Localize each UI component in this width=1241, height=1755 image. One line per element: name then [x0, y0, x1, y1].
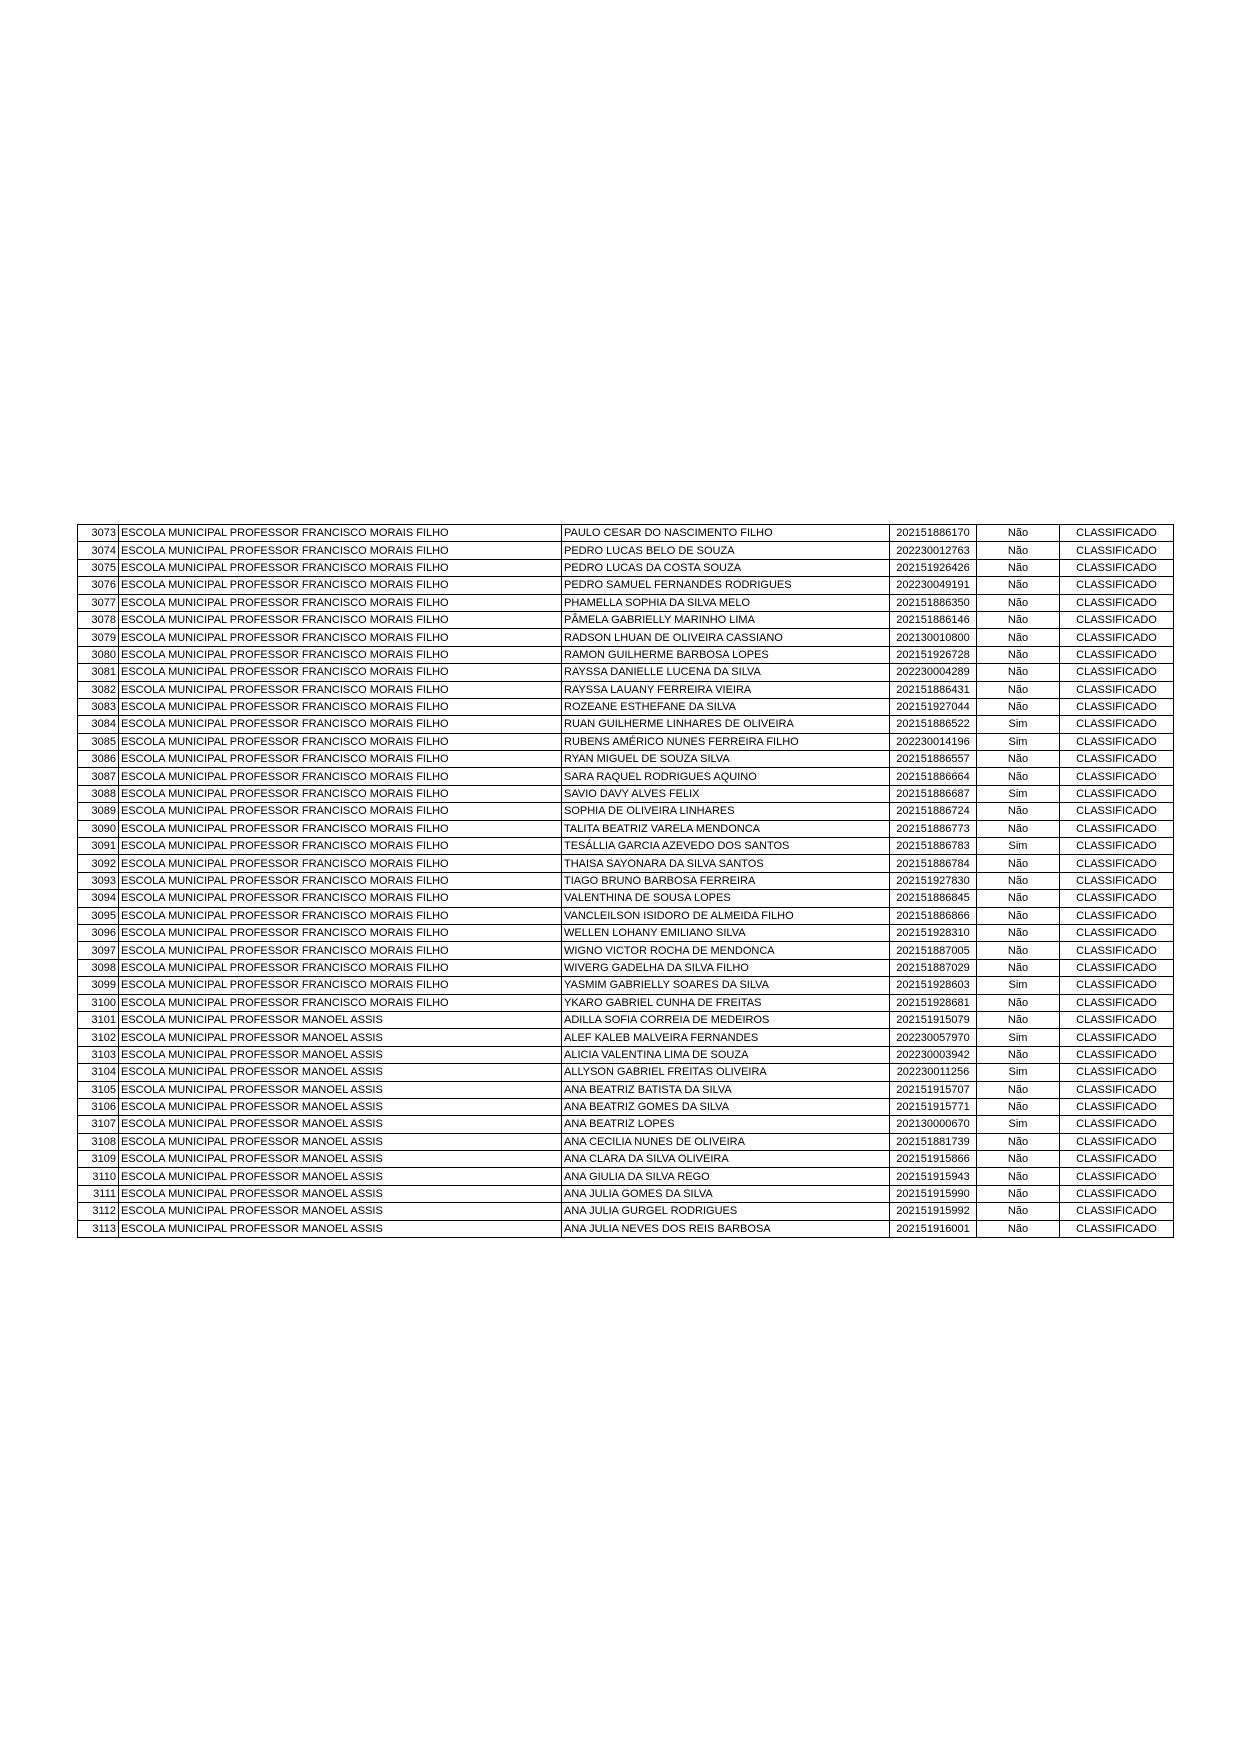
status-value: CLASSIFICADO [1060, 1046, 1174, 1063]
flag-value: Sim [977, 838, 1060, 855]
table-row [78, 907, 1174, 924]
student-name: ANA BEATRIZ GOMES DA SILVA [562, 1098, 890, 1115]
row-number: 3090 [78, 820, 119, 837]
school-name: ESCOLA MUNICIPAL PROFESSOR FRANCISCO MORAIS FILHO [119, 959, 562, 976]
student-name: ADILLA SOFIA CORREIA DE MEDEIROS [562, 1011, 890, 1028]
registration-code: 202151915943 [890, 1168, 977, 1185]
registration-code: 202151886664 [890, 768, 977, 785]
row-number: 3101 [78, 1011, 119, 1028]
status-value: CLASSIFICADO [1060, 942, 1174, 959]
row-number: 3112 [78, 1203, 119, 1220]
table-row [78, 559, 1174, 576]
status-value: CLASSIFICADO [1060, 733, 1174, 750]
student-name: ALICIA VALENTINA LIMA DE SOUZA [562, 1046, 890, 1063]
student-name: RAYSSA DANIELLE LUCENA DA SILVA [562, 664, 890, 681]
school-name: ESCOLA MUNICIPAL PROFESSOR MANOEL ASSIS [119, 1185, 562, 1202]
table-row [78, 646, 1174, 663]
student-name: ANA CECILIA NUNES DE OLIVEIRA [562, 1133, 890, 1150]
status-value: CLASSIFICADO [1060, 542, 1174, 559]
row-number: 3091 [78, 838, 119, 855]
school-name: ESCOLA MUNICIPAL PROFESSOR FRANCISCO MORAIS FILHO [119, 716, 562, 733]
row-number: 3081 [78, 664, 119, 681]
school-name: ESCOLA MUNICIPAL PROFESSOR FRANCISCO MORAIS FILHO [119, 751, 562, 768]
registration-code: 202151886557 [890, 751, 977, 768]
status-value: CLASSIFICADO [1060, 890, 1174, 907]
roster-table [77, 524, 1174, 1238]
student-name: SOPHIA DE OLIVEIRA LINHARES [562, 803, 890, 820]
row-number: 3088 [78, 785, 119, 802]
table-row [78, 1029, 1174, 1046]
flag-value: Não [977, 1168, 1060, 1185]
school-name: ESCOLA MUNICIPAL PROFESSOR FRANCISCO MORAIS FILHO [119, 872, 562, 889]
flag-value: Não [977, 577, 1060, 594]
registration-code: 202151886170 [890, 525, 977, 542]
flag-value: Não [977, 872, 1060, 889]
student-name: ALEF KALEB MALVEIRA FERNANDES [562, 1029, 890, 1046]
status-value: CLASSIFICADO [1060, 1064, 1174, 1081]
registration-code: 202151886350 [890, 594, 977, 611]
flag-value: Não [977, 1081, 1060, 1098]
status-value: CLASSIFICADO [1060, 1185, 1174, 1202]
table-row [78, 855, 1174, 872]
registration-code: 202151926728 [890, 646, 977, 663]
status-value: CLASSIFICADO [1060, 681, 1174, 698]
table-row [78, 594, 1174, 611]
school-name: ESCOLA MUNICIPAL PROFESSOR MANOEL ASSIS [119, 1151, 562, 1168]
status-value: CLASSIFICADO [1060, 594, 1174, 611]
row-number: 3110 [78, 1168, 119, 1185]
school-name: ESCOLA MUNICIPAL PROFESSOR MANOEL ASSIS [119, 1011, 562, 1028]
student-name: WIVERG GADELHA DA SILVA FILHO [562, 959, 890, 976]
registration-code: 202151886724 [890, 803, 977, 820]
flag-value: Sim [977, 733, 1060, 750]
student-name: PEDRO LUCAS BELO DE SOUZA [562, 542, 890, 559]
status-value: CLASSIFICADO [1060, 994, 1174, 1011]
registration-code: 202151928603 [890, 977, 977, 994]
table-row [78, 525, 1174, 542]
status-value: CLASSIFICADO [1060, 716, 1174, 733]
registration-code: 202151886845 [890, 890, 977, 907]
status-value: CLASSIFICADO [1060, 611, 1174, 628]
row-number: 3079 [78, 629, 119, 646]
school-name: ESCOLA MUNICIPAL PROFESSOR FRANCISCO MORAIS FILHO [119, 611, 562, 628]
row-number: 3103 [78, 1046, 119, 1063]
school-name: ESCOLA MUNICIPAL PROFESSOR FRANCISCO MORAIS FILHO [119, 664, 562, 681]
table-row [78, 1098, 1174, 1115]
status-value: CLASSIFICADO [1060, 646, 1174, 663]
table-row [78, 629, 1174, 646]
flag-value: Não [977, 942, 1060, 959]
row-number: 3097 [78, 942, 119, 959]
registration-code: 202151915990 [890, 1185, 977, 1202]
registration-code: 202151915707 [890, 1081, 977, 1098]
table-row [78, 577, 1174, 594]
row-number: 3111 [78, 1185, 119, 1202]
table-row [78, 942, 1174, 959]
flag-value: Não [977, 855, 1060, 872]
table-row [78, 1064, 1174, 1081]
row-number: 3077 [78, 594, 119, 611]
flag-value: Sim [977, 785, 1060, 802]
row-number: 3078 [78, 611, 119, 628]
school-name: ESCOLA MUNICIPAL PROFESSOR FRANCISCO MORAIS FILHO [119, 525, 562, 542]
flag-value: Não [977, 1185, 1060, 1202]
flag-value: Não [977, 751, 1060, 768]
school-name: ESCOLA MUNICIPAL PROFESSOR MANOEL ASSIS [119, 1220, 562, 1237]
flag-value: Não [977, 1011, 1060, 1028]
school-name: ESCOLA MUNICIPAL PROFESSOR FRANCISCO MORAIS FILHO [119, 733, 562, 750]
table-row [78, 820, 1174, 837]
status-value: CLASSIFICADO [1060, 1029, 1174, 1046]
table-row [78, 803, 1174, 820]
row-number: 3089 [78, 803, 119, 820]
row-number: 3086 [78, 751, 119, 768]
flag-value: Não [977, 1203, 1060, 1220]
registration-code: 202151915992 [890, 1203, 977, 1220]
school-name: ESCOLA MUNICIPAL PROFESSOR FRANCISCO MORAIS FILHO [119, 942, 562, 959]
student-name: VANCLEILSON ISIDORO DE ALMEIDA FILHO [562, 907, 890, 924]
school-name: ESCOLA MUNICIPAL PROFESSOR MANOEL ASSIS [119, 1168, 562, 1185]
status-value: CLASSIFICADO [1060, 803, 1174, 820]
student-name: THAISA SAYONARA DA SILVA SANTOS [562, 855, 890, 872]
registration-code: 202151886866 [890, 907, 977, 924]
school-name: ESCOLA MUNICIPAL PROFESSOR FRANCISCO MORAIS FILHO [119, 681, 562, 698]
flag-value: Sim [977, 977, 1060, 994]
status-value: CLASSIFICADO [1060, 525, 1174, 542]
school-name: ESCOLA MUNICIPAL PROFESSOR FRANCISCO MORAIS FILHO [119, 542, 562, 559]
status-value: CLASSIFICADO [1060, 1151, 1174, 1168]
school-name: ESCOLA MUNICIPAL PROFESSOR MANOEL ASSIS [119, 1064, 562, 1081]
registration-code: 202230003942 [890, 1046, 977, 1063]
row-number: 3085 [78, 733, 119, 750]
table-row [78, 785, 1174, 802]
school-name: ESCOLA MUNICIPAL PROFESSOR FRANCISCO MORAIS FILHO [119, 977, 562, 994]
student-name: ANA GIULIA DA SILVA REGO [562, 1168, 890, 1185]
flag-value: Sim [977, 1116, 1060, 1133]
flag-value: Não [977, 994, 1060, 1011]
status-value: CLASSIFICADO [1060, 977, 1174, 994]
school-name: ESCOLA MUNICIPAL PROFESSOR FRANCISCO MORAIS FILHO [119, 890, 562, 907]
flag-value: Não [977, 1133, 1060, 1150]
flag-value: Sim [977, 1029, 1060, 1046]
table-row [78, 959, 1174, 976]
student-name: ANA CLARA DA SILVA OLIVEIRA [562, 1151, 890, 1168]
registration-code: 202151886687 [890, 785, 977, 802]
flag-value: Não [977, 594, 1060, 611]
row-number: 3102 [78, 1029, 119, 1046]
flag-value: Não [977, 681, 1060, 698]
student-name: ANA JULIA GURGEL RODRIGUES [562, 1203, 890, 1220]
row-number: 3087 [78, 768, 119, 785]
student-name: RAYSSA LAUANY FERREIRA VIEIRA [562, 681, 890, 698]
row-number: 3093 [78, 872, 119, 889]
roster-body [78, 525, 1174, 1238]
flag-value: Não [977, 525, 1060, 542]
flag-value: Não [977, 1220, 1060, 1237]
table-row [78, 890, 1174, 907]
student-name: ALLYSON GABRIEL FREITAS OLIVEIRA [562, 1064, 890, 1081]
registration-code: 202230012763 [890, 542, 977, 559]
row-number: 3106 [78, 1098, 119, 1115]
table-row [78, 751, 1174, 768]
row-number: 3100 [78, 994, 119, 1011]
school-name: ESCOLA MUNICIPAL PROFESSOR FRANCISCO MORAIS FILHO [119, 785, 562, 802]
status-value: CLASSIFICADO [1060, 1011, 1174, 1028]
registration-code: 202151886522 [890, 716, 977, 733]
row-number: 3092 [78, 855, 119, 872]
table-row [78, 768, 1174, 785]
student-name: PEDRO SAMUEL FERNANDES RODRIGUES [562, 577, 890, 594]
student-name: PEDRO LUCAS DA COSTA SOUZA [562, 559, 890, 576]
status-value: CLASSIFICADO [1060, 959, 1174, 976]
school-name: ESCOLA MUNICIPAL PROFESSOR MANOEL ASSIS [119, 1203, 562, 1220]
row-number: 3076 [78, 577, 119, 594]
school-name: ESCOLA MUNICIPAL PROFESSOR FRANCISCO MORAIS FILHO [119, 577, 562, 594]
table-row [78, 664, 1174, 681]
student-name: VALENTHINA DE SOUSA LOPES [562, 890, 890, 907]
flag-value: Não [977, 1046, 1060, 1063]
registration-code: 202151927830 [890, 872, 977, 889]
status-value: CLASSIFICADO [1060, 820, 1174, 837]
registration-code: 202151915866 [890, 1151, 977, 1168]
table-row [78, 698, 1174, 715]
row-number: 3083 [78, 698, 119, 715]
school-name: ESCOLA MUNICIPAL PROFESSOR FRANCISCO MORAIS FILHO [119, 907, 562, 924]
registration-code: 202151886784 [890, 855, 977, 872]
status-value: CLASSIFICADO [1060, 924, 1174, 941]
registration-code: 202151928681 [890, 994, 977, 1011]
student-name: RYAN MIGUEL DE SOUZA SILVA [562, 751, 890, 768]
table-row [78, 716, 1174, 733]
table-row [78, 994, 1174, 1011]
table-row [78, 1185, 1174, 1202]
student-name: TESÁLLIA GARCIA AZEVEDO DOS SANTOS [562, 838, 890, 855]
row-number: 3075 [78, 559, 119, 576]
student-name: TALITA BEATRIZ VARELA MENDONCA [562, 820, 890, 837]
registration-code: 202151886146 [890, 611, 977, 628]
status-value: CLASSIFICADO [1060, 1220, 1174, 1237]
student-name: WIGNO VICTOR ROCHA DE MENDONCA [562, 942, 890, 959]
registration-code: 202151915079 [890, 1011, 977, 1028]
student-name: WELLEN LOHANY EMILIANO SILVA [562, 924, 890, 941]
row-number: 3099 [78, 977, 119, 994]
row-number: 3113 [78, 1220, 119, 1237]
status-value: CLASSIFICADO [1060, 838, 1174, 855]
row-number: 3109 [78, 1151, 119, 1168]
table-row [78, 681, 1174, 698]
student-name: ANA BEATRIZ LOPES [562, 1116, 890, 1133]
table-row [78, 1203, 1174, 1220]
registration-code: 202151886431 [890, 681, 977, 698]
school-name: ESCOLA MUNICIPAL PROFESSOR FRANCISCO MORAIS FILHO [119, 629, 562, 646]
student-name: SAVIO DAVY ALVES FELIX [562, 785, 890, 802]
status-value: CLASSIFICADO [1060, 1133, 1174, 1150]
flag-value: Não [977, 907, 1060, 924]
row-number: 3095 [78, 907, 119, 924]
row-number: 3094 [78, 890, 119, 907]
school-name: ESCOLA MUNICIPAL PROFESSOR FRANCISCO MORAIS FILHO [119, 820, 562, 837]
student-name: RUAN GUILHERME LINHARES DE OLIVEIRA [562, 716, 890, 733]
flag-value: Não [977, 646, 1060, 663]
student-name: RUBENS AMÉRICO NUNES FERREIRA FILHO [562, 733, 890, 750]
row-number: 3108 [78, 1133, 119, 1150]
student-name: ROZEANE ESTHEFANE DA SILVA [562, 698, 890, 715]
row-number: 3107 [78, 1116, 119, 1133]
school-name: ESCOLA MUNICIPAL PROFESSOR MANOEL ASSIS [119, 1046, 562, 1063]
table-row [78, 733, 1174, 750]
table-row [78, 1116, 1174, 1133]
student-name: RAMON GUILHERME BARBOSA LOPES [562, 646, 890, 663]
flag-value: Não [977, 803, 1060, 820]
student-name: TIAGO BRUNO BARBOSA FERREIRA [562, 872, 890, 889]
flag-value: Não [977, 559, 1060, 576]
status-value: CLASSIFICADO [1060, 1168, 1174, 1185]
status-value: CLASSIFICADO [1060, 629, 1174, 646]
row-number: 3080 [78, 646, 119, 663]
table-row [78, 542, 1174, 559]
registration-code: 202230014196 [890, 733, 977, 750]
student-name: ANA JULIA GOMES DA SILVA [562, 1185, 890, 1202]
flag-value: Não [977, 1151, 1060, 1168]
table-row [78, 611, 1174, 628]
school-name: ESCOLA MUNICIPAL PROFESSOR MANOEL ASSIS [119, 1029, 562, 1046]
status-value: CLASSIFICADO [1060, 768, 1174, 785]
row-number: 3096 [78, 924, 119, 941]
school-name: ESCOLA MUNICIPAL PROFESSOR FRANCISCO MORAIS FILHO [119, 994, 562, 1011]
school-name: ESCOLA MUNICIPAL PROFESSOR MANOEL ASSIS [119, 1098, 562, 1115]
school-name: ESCOLA MUNICIPAL PROFESSOR FRANCISCO MORAIS FILHO [119, 768, 562, 785]
registration-code: 202151927044 [890, 698, 977, 715]
registration-code: 202130000670 [890, 1116, 977, 1133]
student-name: ANA BEATRIZ BATISTA DA SILVA [562, 1081, 890, 1098]
table-row [78, 1046, 1174, 1063]
school-name: ESCOLA MUNICIPAL PROFESSOR MANOEL ASSIS [119, 1133, 562, 1150]
student-name: PÂMELA GABRIELLY MARINHO LIMA [562, 611, 890, 628]
flag-value: Não [977, 611, 1060, 628]
row-number: 3098 [78, 959, 119, 976]
flag-value: Não [977, 768, 1060, 785]
status-value: CLASSIFICADO [1060, 1203, 1174, 1220]
status-value: CLASSIFICADO [1060, 559, 1174, 576]
status-value: CLASSIFICADO [1060, 751, 1174, 768]
registration-code: 202151881739 [890, 1133, 977, 1150]
school-name: ESCOLA MUNICIPAL PROFESSOR FRANCISCO MORAIS FILHO [119, 855, 562, 872]
status-value: CLASSIFICADO [1060, 664, 1174, 681]
school-name: ESCOLA MUNICIPAL PROFESSOR FRANCISCO MORAIS FILHO [119, 924, 562, 941]
student-name: PHAMELLA SOPHIA DA SILVA MELO [562, 594, 890, 611]
student-name: PAULO CESAR DO NASCIMENTO FILHO [562, 525, 890, 542]
flag-value: Não [977, 1098, 1060, 1115]
registration-code: 202230057970 [890, 1029, 977, 1046]
registration-code: 202230004289 [890, 664, 977, 681]
status-value: CLASSIFICADO [1060, 855, 1174, 872]
registration-code: 202151928310 [890, 924, 977, 941]
school-name: ESCOLA MUNICIPAL PROFESSOR FRANCISCO MORAIS FILHO [119, 559, 562, 576]
registration-code: 202151887005 [890, 942, 977, 959]
status-value: CLASSIFICADO [1060, 1116, 1174, 1133]
row-number: 3082 [78, 681, 119, 698]
flag-value: Não [977, 820, 1060, 837]
table-row [78, 1220, 1174, 1237]
status-value: CLASSIFICADO [1060, 872, 1174, 889]
flag-value: Sim [977, 716, 1060, 733]
flag-value: Não [977, 664, 1060, 681]
school-name: ESCOLA MUNICIPAL PROFESSOR FRANCISCO MORAIS FILHO [119, 698, 562, 715]
school-name: ESCOLA MUNICIPAL PROFESSOR FRANCISCO MORAIS FILHO [119, 838, 562, 855]
student-name: YASMIM GABRIELLY SOARES DA SILVA [562, 977, 890, 994]
table-row [78, 1151, 1174, 1168]
flag-value: Não [977, 698, 1060, 715]
registration-code: 202230011256 [890, 1064, 977, 1081]
registration-code: 202151915771 [890, 1098, 977, 1115]
school-name: ESCOLA MUNICIPAL PROFESSOR MANOEL ASSIS [119, 1116, 562, 1133]
status-value: CLASSIFICADO [1060, 785, 1174, 802]
table-row [78, 872, 1174, 889]
table-row [78, 1081, 1174, 1098]
row-number: 3105 [78, 1081, 119, 1098]
school-name: ESCOLA MUNICIPAL PROFESSOR FRANCISCO MORAIS FILHO [119, 803, 562, 820]
row-number: 3073 [78, 525, 119, 542]
flag-value: Não [977, 629, 1060, 646]
registration-code: 202151926426 [890, 559, 977, 576]
flag-value: Não [977, 890, 1060, 907]
status-value: CLASSIFICADO [1060, 907, 1174, 924]
registration-code: 202151886773 [890, 820, 977, 837]
flag-value: Sim [977, 1064, 1060, 1081]
status-value: CLASSIFICADO [1060, 1081, 1174, 1098]
school-name: ESCOLA MUNICIPAL PROFESSOR FRANCISCO MORAIS FILHO [119, 646, 562, 663]
row-number: 3074 [78, 542, 119, 559]
table-row [78, 1011, 1174, 1028]
school-name: ESCOLA MUNICIPAL PROFESSOR FRANCISCO MORAIS FILHO [119, 594, 562, 611]
student-name: SARA RAQUEL RODRIGUES AQUINO [562, 768, 890, 785]
flag-value: Não [977, 959, 1060, 976]
row-number: 3104 [78, 1064, 119, 1081]
registration-code: 202151916001 [890, 1220, 977, 1237]
row-number: 3084 [78, 716, 119, 733]
flag-value: Não [977, 924, 1060, 941]
status-value: CLASSIFICADO [1060, 1098, 1174, 1115]
flag-value: Não [977, 542, 1060, 559]
table-row [78, 924, 1174, 941]
table-row [78, 1133, 1174, 1150]
student-name: YKARO GABRIEL CUNHA DE FREITAS [562, 994, 890, 1011]
registration-code: 202151886783 [890, 838, 977, 855]
school-name: ESCOLA MUNICIPAL PROFESSOR MANOEL ASSIS [119, 1081, 562, 1098]
table-row [78, 1168, 1174, 1185]
status-value: CLASSIFICADO [1060, 577, 1174, 594]
student-name: RADSON LHUAN DE OLIVEIRA CASSIANO [562, 629, 890, 646]
registration-code: 202130010800 [890, 629, 977, 646]
registration-code: 202230049191 [890, 577, 977, 594]
table-row [78, 977, 1174, 994]
table-row [78, 838, 1174, 855]
student-name: ANA JULIA NEVES DOS REIS BARBOSA [562, 1220, 890, 1237]
status-value: CLASSIFICADO [1060, 698, 1174, 715]
registration-code: 202151887029 [890, 959, 977, 976]
